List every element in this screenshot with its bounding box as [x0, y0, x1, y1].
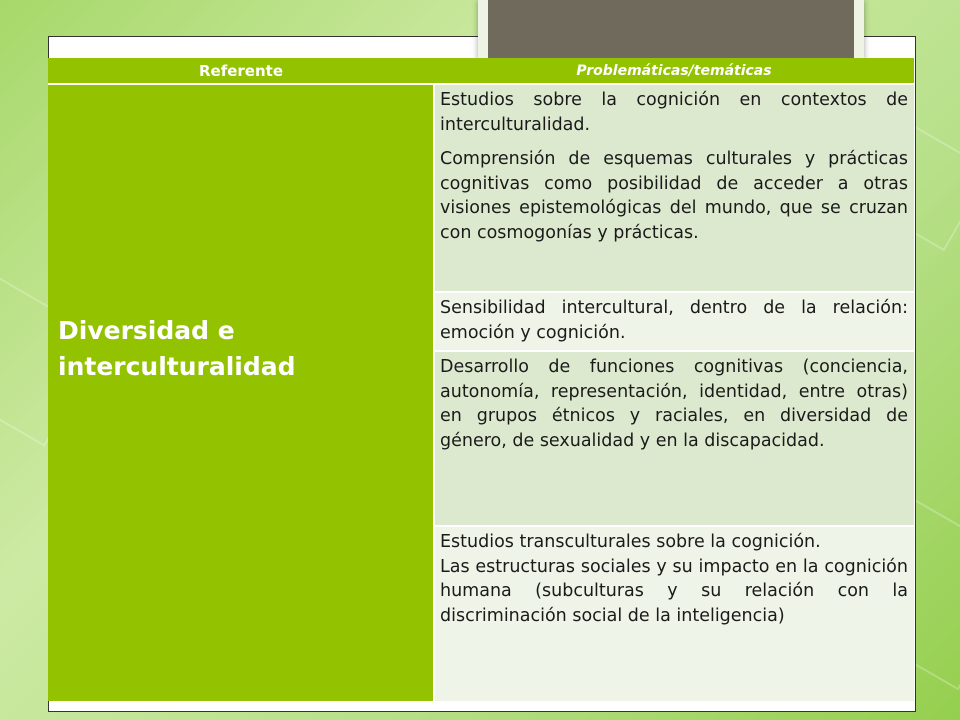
table-header-row — [48, 58, 914, 84]
topic-text: Sensibilidad intercultural, dentro de la relación: emoción y cognición. — [440, 298, 908, 343]
table-row — [48, 84, 914, 292]
topic-cell — [434, 351, 914, 526]
referente-label: Diversidad e interculturalidad — [58, 316, 296, 381]
decorative-photo-frame — [478, 0, 864, 62]
header-problematicas: Problemáticas/temáticas — [434, 58, 914, 84]
topic-cell — [434, 526, 914, 701]
referente-cell — [48, 84, 434, 701]
topic-cell — [434, 84, 914, 292]
topic-text: Estudios transculturales sobre la cognición. — [440, 532, 821, 552]
topic-text: Desarrollo de funciones cognitivas (conciencia, autonomía, representación, identidad, entre otras) en grupos étnicos y raciales, en diversidad de género, de sexualidad y en la discapacidad. — [440, 357, 908, 451]
decorative-photo — [488, 0, 854, 62]
header-referente: Referente — [48, 58, 434, 84]
topics-table — [48, 58, 914, 701]
topic-text: Comprensión de esquemas culturales y prácticas cognitivas como posibilidad de acceder a otras visiones epistemológicas del mundo, que se cruzan con cosmogonías y prácticas. — [440, 149, 908, 243]
topic-cell — [434, 292, 914, 351]
topic-text: Estudios sobre la cognición en contextos de interculturalidad. — [440, 90, 908, 135]
topic-text: Las estructuras sociales y su impacto en la cognición humana (subculturas y su relación con la discriminación social de la inteligencia) — [440, 556, 908, 626]
